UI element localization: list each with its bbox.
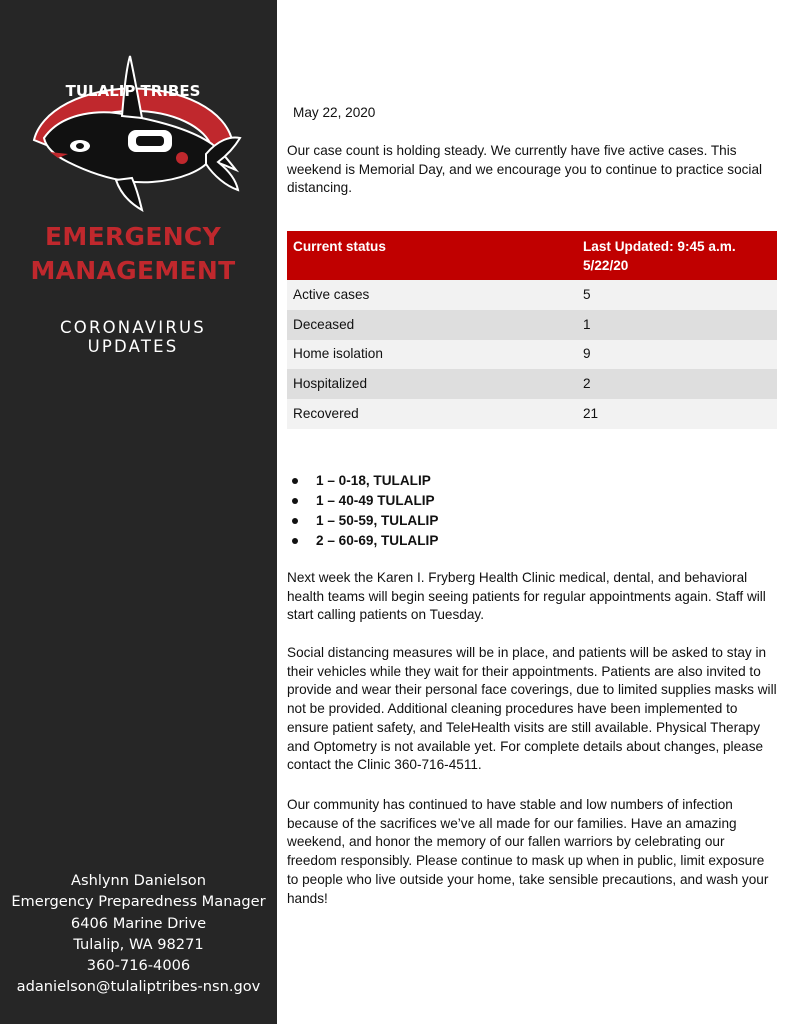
table-row <box>287 399 777 429</box>
row-value: 5 <box>577 280 777 310</box>
status-table-header <box>287 231 777 280</box>
measures-paragraph: Social distancing measures will be in place, and patients will be asked to stay in their vehicles while they wait for their appointments. Patients are also invited to provide and wear their personal face coverings, due to limited supplies masks will not be provided. Additional cleaning procedures have been implemented to ensure patient safety, and TeleHealth visits are still available. Physical Therapy and Optometry is not available yet. For complete details about changes, please contact the Clinic 360-716-4511. <box>287 645 777 773</box>
contact-block <box>0 870 277 998</box>
table-row <box>287 369 777 399</box>
heading-line-1: EMERGENCY <box>45 222 221 251</box>
contact-address-city: Tulalip, WA 98271 <box>73 935 204 953</box>
update-date: May 22, 2020 <box>293 105 376 120</box>
row-value: 1 <box>577 310 777 340</box>
coronavirus-updates-subheading <box>0 318 266 356</box>
table-row <box>287 310 777 340</box>
tulalip-tribes-orca-logo <box>22 52 244 212</box>
list-item: 1 – 0-18, TULALIP <box>287 471 438 491</box>
list-item: 2 – 60-69, TULALIP <box>287 531 438 551</box>
active-cases-by-age-list <box>287 471 438 551</box>
row-value: 21 <box>577 399 777 429</box>
contact-phone: 360-716-4006 <box>86 957 191 975</box>
emergency-management-heading <box>0 220 266 288</box>
subheading-line-1: CORONAVIRUS <box>60 318 206 337</box>
row-label: Home isolation <box>287 340 577 370</box>
heading-line-2: MANAGEMENT <box>30 256 236 285</box>
status-table <box>287 231 777 429</box>
header-current-status: Current status <box>287 231 577 280</box>
contact-address-street: 6406 Marine Drive <box>70 914 207 932</box>
contact-title: Emergency Preparedness Manager <box>11 893 266 911</box>
sidebar <box>0 0 277 1024</box>
clinic-paragraph: Next week the Karen I. Fryberg Health Clinic medical, dental, and behavioral health teams will begin seeing patients for regular appointments again. Staff will start calling patients on Tuesday. <box>287 570 766 623</box>
intro-paragraph: Our case count is holding steady. We currently have five active cases. This weekend is Memorial Day, and we encourage you to continue to practice social distancing. <box>287 143 763 196</box>
table-row <box>287 340 777 370</box>
logo-lettering: TULALIP TRIBES <box>65 82 201 100</box>
row-value: 2 <box>577 369 777 399</box>
row-label: Recovered <box>287 399 577 429</box>
row-label: Active cases <box>287 280 577 310</box>
contact-name: Ashlynn Danielson <box>71 872 206 889</box>
community-paragraph: Our community has continued to have stable and low numbers of infection because of the sacrifices we’ve all made for our families. Have an amazing weekend, and honor the memory of our fallen warriors by celebrating our freedom responsibly. Please continue to mask up when in public, limit exposure to people who live outside your home, take sensible precautions, and wash your hands! <box>287 797 769 906</box>
list-item: 1 – 40-49 TULALIP <box>287 491 438 511</box>
row-label: Hospitalized <box>287 369 577 399</box>
header-last-updated: Last Updated: 9:45 a.m. 5/22/20 <box>577 231 777 280</box>
table-row <box>287 280 777 310</box>
row-label: Deceased <box>287 310 577 340</box>
contact-email[interactable]: adanielson@tulaliptribes-nsn.gov <box>16 978 261 996</box>
row-value: 9 <box>577 340 777 370</box>
subheading-line-2: UPDATES <box>87 337 179 356</box>
list-item: 1 – 50-59, TULALIP <box>287 511 438 531</box>
